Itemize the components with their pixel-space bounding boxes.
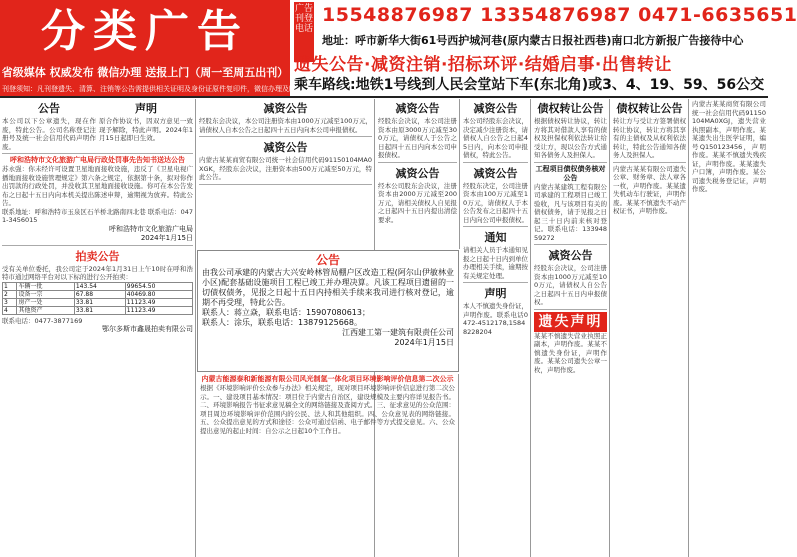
auction-table-row [3,290,193,298]
construction-notice-body [198,268,458,348]
debt-transfer-heading: 债权转让公告 [537,102,604,115]
debt-transfer-1 [534,100,607,163]
column-5 [532,99,610,557]
auction-table-cell: 设备一宗 [17,290,74,298]
classified-ads-logo: 分类广告 [0,0,290,82]
environment-notice-title: 内蒙古能源泰和新能源有限公司风光制氢一体化项目环境影响评价信息第二次公示 [201,375,454,383]
debt-transfer-text: 根据债权转让协议，转让方将其对借款人享有的债权及担保权利依法转让给受让方，现以公告方式通知各债务人及担保人。 [534,117,607,159]
logo-tagline: 省级媒体 权威发布 微信办理 送报上门（周一至周五出刊） [1,66,289,79]
auction-notice [2,248,193,335]
notification-text: 请相关人员于本通知见报之日起十日内到单位办理相关手续，逾期按有关规定处理。 [463,246,528,280]
header-divider [0,96,768,98]
project-debt-text: 内蒙古某建筑工程有限公司承建的工程项目已竣工验收，凡与该项目有关的债权债务，请于见报之日起三十日内前来核对登记。联系电话：13394859272 [534,182,607,242]
capital-reduction-3 [378,100,457,163]
capital-reduction-text: 经本公司股东会决议，注册资本由2000万元减至200万元，请相关债权人自见报之日起四十五日内提出清偿要求。 [378,181,457,224]
capital-reduction-text: 经股东会决议，本公司注册资本由1000万元减至100万元，请债权人自本公告之日起四十五日内向本公司申报债权。 [199,117,372,134]
capital-reduction-heading: 减资公告 [473,102,518,115]
capital-reduction-text: 经股东会决议，本公司注册资本由原3000万元减至300万元，请债权人于公告之日起四十五日内向本公司申报债权。 [378,117,457,159]
capital-reduction-heading: 减资公告 [548,249,593,262]
declaration-2 [463,285,528,336]
auction-table-cell: 40469.80 [125,290,192,298]
auction-table-cell: 99654.50 [125,282,192,290]
auction-table-cell: 4 [3,306,17,314]
construction-notice-text: 由我公司承建的内蒙古大兴安岭林管局棚户区改造工程(阿尔山伊敏林业小区)配套基础设施项目工程已竣工并办理决算。凡该工程项目遗留的一切债权债务，见报之日起十五日内持相关手续来我司进行核对登记，逾期不再受理，特此公告。 [202,268,454,307]
contact-1: 联系人：蒋立焱，联系电话：15907080613； [202,308,370,317]
environment-notice-body: 根据《环境影响评价公众参与办法》相关规定，现对项目环境影响评价信息进行第二次公示。一、建设项目基本情况：项目位于内蒙古自治区，建设规模及主要内容详见报告书。二、环境影响报告书征求意见稿全文的网络链接及查阅方式。三、征求意见的公众范围：项目周边环境影响评价范围内的公民、法人和其他组织。四、公众意见表的网络链接。五、公众提出意见的方式和途径：公众可通过信函、电子邮件等方式提交意见。六、公众提出意见的起止时间：自公示之日起10个工作日。 [200,384,455,435]
phone-1: 15548876987 [322,4,473,26]
column-6 [611,99,689,557]
capital-reduction-7 [534,247,607,310]
address: 地址：呼市新华大街61号西护城河巷(原内蒙古日报社西巷)南口北方新报广告接待中心 [322,34,744,47]
capital-reduction-heading: 减资公告 [263,102,308,115]
auction-table-cell: 143.54 [74,282,125,290]
auction-table-cell: 11123.49 [125,306,192,314]
penalty-notice [2,156,193,246]
project-debt-heading: 工程项目债权债务核对公告 [535,164,606,182]
capital-reduction-text: 经股东会决议，公司注册资本由1000万元减至100万元，请债权人自公告之日起四十五日内申报债权。 [534,264,607,306]
capital-reduction-1 [199,100,372,137]
contact-2: 联系人：涂乐，联系电话：13879125668。 [202,318,362,327]
auction-table-cell: 67.88 [74,290,125,298]
capital-reduction-4 [378,165,457,225]
capital-reduction-heading: 减资公告 [395,102,440,115]
notice-text: 本公司以下公章遗失，现在作废，特此公告。公司名称登记注册号及统一社会信用代码声明作废。 [2,117,96,151]
declaration-text: 本人不慎遗失身份证，声明作废。联系电话0472-4512178,15848228204 [463,302,528,336]
debt-transfer-text: 转让方与受让方签署债权转让协议，转让方将其享有的主债权及从权利依法转让，特此公告通知各债务人及担保人。 [613,117,686,159]
declaration-heading: 声明 [135,102,157,115]
auction-table-cell: 2 [3,290,17,298]
declaration-heading: 声明 [484,287,507,300]
notification-heading: 通知 [484,231,507,244]
environment-notice [197,374,459,557]
auction-heading: 拍卖公告 [75,249,120,263]
column-4 [461,99,531,557]
auction-table-cell: 33.81 [74,298,125,306]
auction-table-row [3,298,193,306]
capital-reduction-heading: 减资公告 [395,166,440,180]
auction-body: 受有关单位委托，我公司定于2024年1月31日上午10时在呼和浩特市通过网络平台对以下标的进行公开拍卖： [2,264,193,281]
capital-reduction-6 [463,165,528,228]
capital-reduction-2 [199,139,372,185]
construction-company: 江西建工第一建筑有限责任公司 [342,328,454,337]
auction-table-row [3,306,193,314]
lost-declaration-text: 某某不慎遗失营业执照正副本，声明作废。某某不慎遗失身份证，声明作废。某某公司遗失公章一枚，声明作废。 [534,331,607,374]
debt-transfer-heading: 债权转让公告 [616,102,683,115]
services-banner: 遗失公告·减资注销·招标环评·结婚启事·出售转让 [294,55,672,75]
capital-reduction-text: 经股东决定，公司注册资本由100万元减至10万元，请债权人于本公告发布之日起四十五日内向公司申报债权。 [463,181,528,224]
capital-reduction-heading: 减资公告 [263,141,308,154]
auction-table-cell: 车辆一批 [17,282,74,290]
penalty-notice-date: 2024年1月15日 [140,233,193,242]
auction-table [2,282,193,315]
lost-items-list: 内蒙古某某商贸有限公司统一社会信用代码91150104MA0XGJ，遗失营业执照副本，声明作废。某某遗失出生医学证明，编号Q150123456，声明作废。某某不慎遗失残疾证，声明作废。某某遗失户口簿，声明作废。某公司遗失税务登记证，声明作废。 [692,100,766,193]
penalty-notice-signer: 呼和浩特市文化旅游广电局 [109,224,193,233]
auction-table-cell: 3 [3,298,17,306]
phone-numbers [322,4,797,30]
notice-heading: 公告 [38,102,60,115]
capital-reduction-heading: 减资公告 [473,166,518,180]
column-7 [690,99,768,557]
column-1 [0,99,196,557]
notification [463,229,528,283]
capital-reduction-text: 本公司经股东会决议，决定减少注册资本，请债权人自公告之日起45日内，向本公司申报债权，特此公告。 [463,117,528,159]
auction-table-cell: 其他资产 [17,306,74,314]
lost-items-list: 内蒙古某某有限公司遗失公章、财务章、法人章各一枚，声明作废。某某遗失机动车行驶证，声明作废。某某不慎遗失不动产权证书，声明作废。 [613,164,686,215]
column-3-top [376,99,460,249]
auction-table-cell: 33.81 [74,306,125,314]
project-debt-notice [534,165,607,246]
debt-transfer-2 [613,100,686,163]
bus-route: 乘车路线:地铁1号线到人民会堂站下车(东北角)或3、4、19、59、56公交 [294,77,765,93]
penalty-notice-contact: 联系地址：呼和浩特市玉泉区石羊桥北路南四北巷 联系电话：0471-3456015 [2,207,193,224]
construction-notice [197,250,459,372]
construction-notice-title: 公告 [315,253,340,267]
logo-subtitle: 刊登须知：凡刊登遗失、清算、注销等公告需提供相关证明及身份证原件复印件，微信办理及时见报 [0,82,290,96]
lost-declaration-banner: 遗失声明 [534,312,607,332]
declaration-text: 原合作协议书，因双方意见一致现予解除，特此声明。2024年1月15日起即日生效。 [99,117,193,142]
auction-table-row [3,282,193,290]
auction-phone: 联系电话：0477-3877169 [2,316,83,325]
auction-table-cell: 1 [3,282,17,290]
notice-block-1 [2,100,193,154]
capital-reduction-5 [463,100,528,163]
auction-company: 鄂尔多斯市鑫晟拍卖有限公司 [102,325,193,333]
auction-table-cell: 11123.49 [125,298,192,306]
penalty-notice-body: 苏永强：你未经许可设置卫星地面接收设施，违反了《卫星电视广播地面接收设施管理规定》第六条之规定，依据第十条，拟对你作出罚款的行政处罚，并没收其卫星地面接收设施。你可在本公告发布之日起十五日内向本机关提出陈述申辩，逾期视为放弃。特此公告。 [2,165,193,207]
vertical-label: 广告刊登电话 [294,2,314,62]
construction-date: 2024年1月15日 [394,338,454,347]
capital-reduction-text: 内蒙古某某商贸有限公司统一社会信用代码91150104MA0XGK，经股东会决议，注册资本由500万元减至50万元，特此公告。 [199,156,372,181]
phone-3: 0471-6635651 [638,4,797,26]
phone-2: 13354876987 [480,4,631,26]
auction-table-cell: 房产一处 [17,298,74,306]
penalty-notice-title: 呼和浩特市文化旅游广电局行政处罚事先告知书送达公告 [10,156,185,164]
